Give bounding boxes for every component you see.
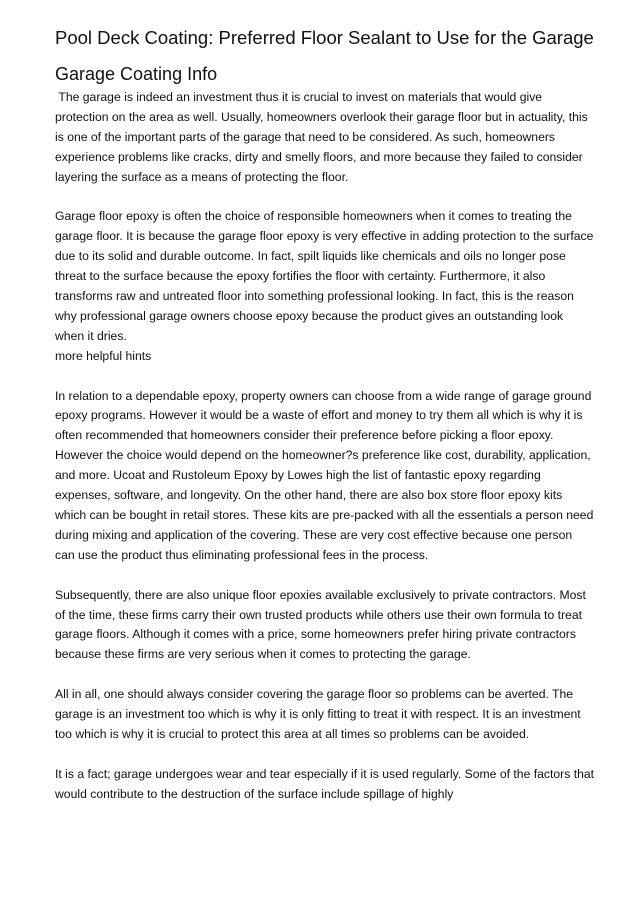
paragraph-all-in-all: All in all, one should always consider covering the garage floor so problems can be averted. The garage is an investment too which is why it is only fitting to treat it with respect. It is an investment too which is why it is crucial to protect this area at all times so problems can be avoided.	[55, 687, 581, 741]
document-page	[55, 28, 595, 805]
paragraph-wear-and-tear: It is a fact; garage undergoes wear and tear especially if it is used regularly. Some of the factors that would contribute to the destruction of the surface include spillage of highly	[55, 766, 595, 801]
section-heading: Garage Coating Info	[55, 64, 218, 84]
more-helpful-hints-link[interactable]: more helpful hints	[55, 348, 152, 363]
paragraph-epoxy-programs: In relation to a dependable epoxy, property owners can choose from a wide range of garage ground epoxy programs. However it would be a waste of effort and money to try them all which is why it is often recommended that homeowners consider their preference before picking a floor epoxy. However the choice would depend on the homeowner?s preference like cost, durability, application, and more. Ucoat and Rustoleum Epoxy by Lowes high the list of fantastic epoxy regarding expenses, software, and longevity. On the other hand, there are also box store floor epoxy kits which can be bought in retail stores. These kits are pre-packed with all the essentials a person need during mixing and application of the covering. These are very cost effective because one person can use the product thus eliminating professional fees in the process.	[55, 388, 594, 562]
document-title: Pool Deck Coating: Preferred Floor Sealant to Use for the Garage	[55, 27, 594, 48]
paragraph-private-contractors: Subsequently, there are also unique floor epoxies available exclusively to private contractors. Most of the time, these firms carry their own trusted products while others use their own formula to treat garage floors. Although it comes with a price, some homeowners prefer hiring private contractors because these firms are very serious when it comes to protecting the garage.	[55, 587, 586, 662]
paragraph-intro: The garage is indeed an investment thus it is crucial to invest on materials that would give protection on the area as well. Usually, homeowners overlook their garage floor but in actuality, this is one of the important parts of the garage that need to be considered. As such, homeowners experience problems like cracks, dirty and smelly floors, and more because they failed to consider layering the surface as a means of protecting the floor.	[55, 90, 592, 184]
paragraph-epoxy-choice: Garage floor epoxy is often the choice of responsible homeowners when it comes to treating the garage floor. It is because the garage floor epoxy is very effective in adding protection to the surface due to its solid and durable outcome. In fact, spilt liquids like chemicals and oils no longer pose threat to the surface because the epoxy fortifies the floor with certainty. Furthermore, it also transforms raw and untreated floor into something professional looking. In fact, this is the reason why professional garage owners choose epoxy because the product gives an outstanding look when it dries.	[55, 209, 594, 343]
